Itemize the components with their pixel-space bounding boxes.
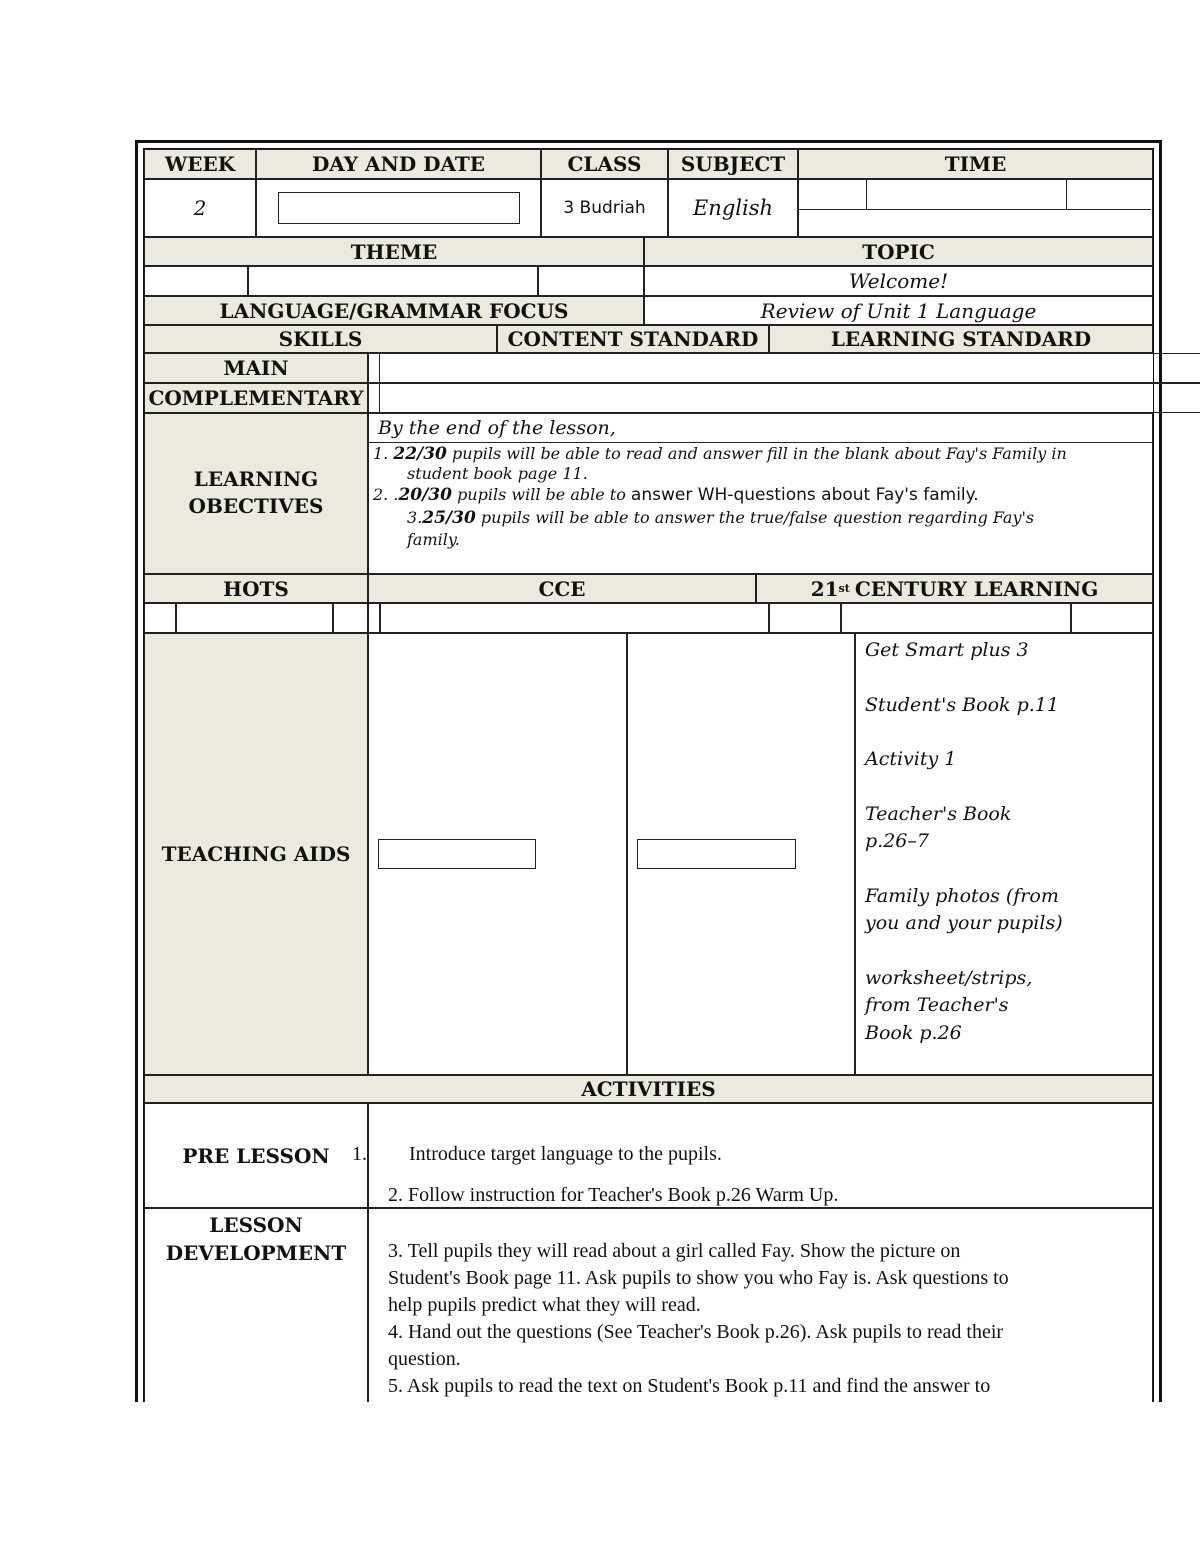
aid-item: from Teacher's [865,994,1009,1016]
teaching-aid-field-2[interactable] [637,839,796,869]
dev-line: 5. Ask pupils to read the text on Student's Book p.11 and find the answer to [388,1375,991,1397]
teaching-aids-col-2 [627,633,855,1075]
dev-line: Student's Book page 11. Ask pupils to show you who Fay is. Ask questions to [388,1267,1009,1289]
teaching-aids-col-1 [368,633,627,1075]
aid-item: Family photos (from [865,884,1059,907]
week-header: WEEK [144,149,256,179]
time-field-2[interactable] [867,180,1067,209]
aid-item: you and your pupils) [865,912,1063,934]
pre-lesson-step-2: 2. Follow instruction for Teacher's Book p.26 Warm Up. [388,1184,839,1206]
subject-header: SUBJECT [668,149,798,179]
objectives-content [368,413,1153,574]
objective-1: 1. 22/30 pupils will be able to read and answer fill in the blank about Fay's Family in student book page 11. [373,444,1067,483]
dev-line: 4. Hand out the questions (See Teacher's Book p.26). Ask pupils to read their [388,1321,1004,1343]
main-field[interactable] [368,353,1200,383]
aid-item: Get Smart plus 3 [865,639,1029,661]
objective-3: 3.25/30 pupils will be able to answer the true/false question regarding Fay's family. [407,508,1035,549]
theme-field-1[interactable] [144,266,248,296]
objectives-label-cell [144,413,368,574]
content-standard-header: CONTENT STANDARD [497,325,769,353]
teaching-aids-label: TEACHING AIDS [144,633,368,1075]
pre-lesson-step-1: Introduce target language to the pupils. [409,1143,722,1165]
theme-field-2[interactable] [248,266,538,296]
objectives-label-line1: LEARNING [193,467,319,491]
topic-header: TOPIC [644,237,1153,266]
day-date-cell [256,179,541,237]
aid-item: worksheet/strips, [865,966,1033,989]
aid-item: Teacher's Book [865,802,1012,825]
lesson-development-content [368,1208,1153,1402]
day-date-header: DAY AND DATE [256,149,541,179]
century-field-2[interactable] [841,603,1071,633]
time-divider [799,209,1151,210]
time-cell [798,179,1153,237]
dev-line: question. [388,1348,461,1370]
century-field-3[interactable] [1071,603,1153,633]
complementary-label: COMPLEMENTARY [144,383,368,413]
objectives-intro: By the end of the lesson, [378,417,616,439]
objectives-label-line2: OBECTIVES [188,494,324,518]
objective-2: 2. .20/30 pupils will be able to answer WH-questions about Fay's family. [373,485,979,505]
aid-item: Activity 1 [865,748,957,770]
learning-standard-header: LEARNING STANDARD [769,325,1153,353]
hots-field-2[interactable] [176,603,333,633]
pre-lesson-label: PRE LESSON [144,1103,368,1208]
grammar-focus-value: Review of Unit 1 Language [644,296,1153,325]
dev-line: help pupils predict what they will read. [388,1294,701,1316]
cce-field-2[interactable] [380,603,769,633]
week-value: 2 [144,179,256,237]
subject-value: English [668,179,798,237]
teaching-aid-field-1[interactable] [378,839,536,869]
cce-field-1[interactable] [368,603,380,633]
hots-header: HOTS [144,574,368,603]
class-header: CLASS [541,149,668,179]
cce-header: CCE [368,574,756,603]
lesson-development-label: LESSON DEVELOPMENT [144,1208,368,1402]
complementary-field[interactable] [368,383,1200,413]
time-field-1[interactable] [799,180,867,209]
century-field-1[interactable] [769,603,841,633]
hots-field-3[interactable] [333,603,368,633]
aid-item: Book p.26 [865,1021,962,1044]
skills-header: SKILLS [144,325,497,353]
pre-lesson-content [368,1103,1153,1208]
class-value: 3 Budriah [541,179,668,237]
teaching-aids-list [855,633,1153,1075]
grammar-focus-header: LANGUAGE/GRAMMAR FOCUS [144,296,644,325]
pre-lesson-num: 1. [352,1143,367,1165]
day-date-field[interactable] [278,192,520,224]
dev-line: 3. Tell pupils they will read about a girl called Fay. Show the picture on [388,1240,961,1262]
hots-field-1[interactable] [144,603,176,633]
main-label: MAIN [144,353,368,383]
aid-item: Student's Book p.11 [865,693,1059,716]
aid-item: p.26–7 [865,830,929,852]
topic-value: Welcome! [644,266,1153,296]
activities-header: ACTIVITIES [144,1075,1153,1103]
century-learning-header: 21 st CENTURY LEARNING [756,574,1153,603]
time-header: TIME [798,149,1153,179]
theme-header: THEME [144,237,644,266]
theme-field-3[interactable] [538,266,644,296]
